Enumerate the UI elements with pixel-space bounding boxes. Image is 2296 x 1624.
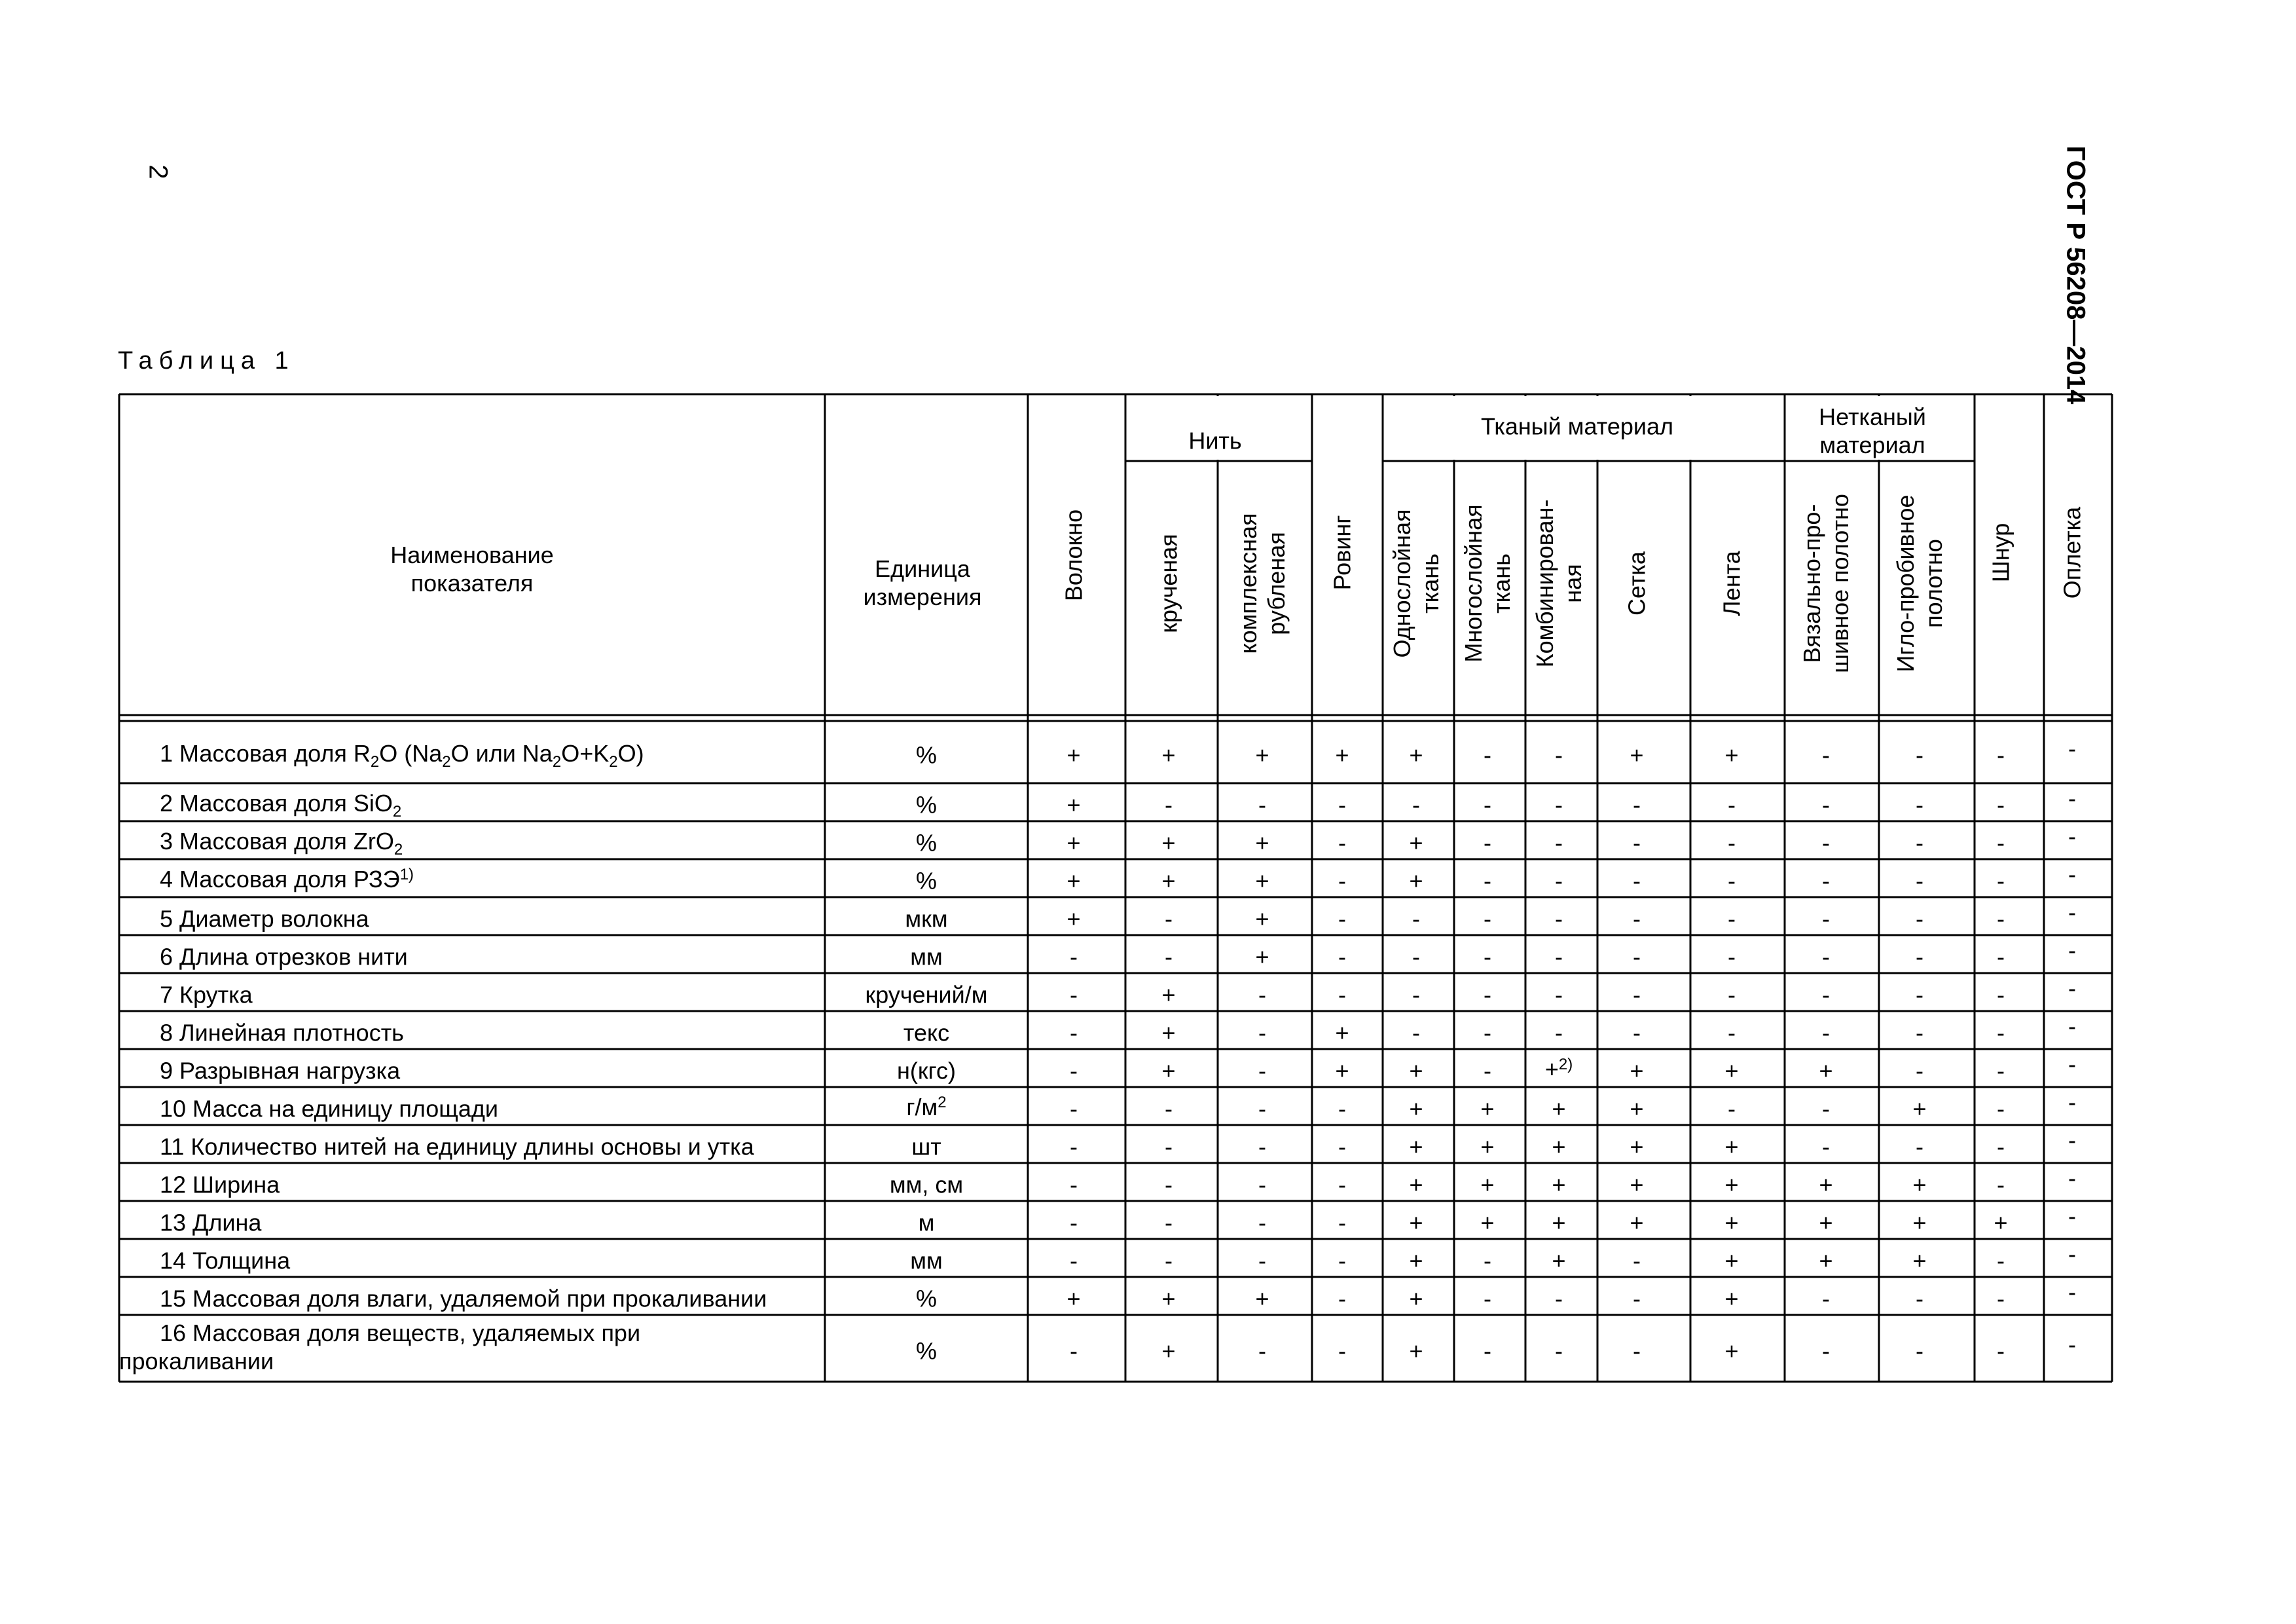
value-cell: - [1822, 1133, 1830, 1160]
value-cell: - [1412, 905, 1420, 932]
row-unit: % [915, 829, 938, 857]
value-cell: - [1997, 829, 2005, 857]
row-name: 11 Количество нитей на единицу длины основы и утка [160, 1133, 754, 1160]
value-cell: - [1997, 1285, 2005, 1312]
value-cell: - [1728, 791, 1736, 819]
value-cell: + [1409, 1247, 1423, 1274]
value-cell: + [1161, 1057, 1176, 1084]
value-cell: - [1916, 905, 1923, 932]
value-cell: - [1484, 1247, 1491, 1274]
value-cell: - [1997, 943, 2005, 970]
header-woven-group: Тканый материал [1480, 413, 1674, 440]
value-cell: - [1070, 981, 1078, 1008]
value-cell: + [1480, 1171, 1495, 1198]
value-cell: - [2068, 1202, 2076, 1230]
page-number: 2 [143, 164, 173, 179]
value-cell: + [1409, 867, 1423, 895]
row-name: 16 Массовая доля веществ, удаляемых при прокаливании [119, 1320, 641, 1375]
value-cell: + [1066, 905, 1081, 932]
value-cell: + [1066, 1285, 1081, 1312]
value-cell: + [1066, 791, 1081, 819]
value-cell: + [1630, 1133, 1644, 1160]
row-name: 15 Массовая доля влаги, удаляемой при прокаливании [160, 1285, 767, 1312]
document-code: ГОСТ Р 56208—2014 [2061, 145, 2090, 405]
value-cell: - [1484, 943, 1491, 970]
value-cell: - [1997, 1247, 2005, 1274]
value-cell: + [1630, 1095, 1644, 1122]
table-caption: Таблица 1 [118, 347, 295, 375]
value-cell: - [1165, 1095, 1173, 1122]
value-cell: - [1070, 1337, 1078, 1365]
value-cell: - [2068, 1278, 2076, 1306]
row-unit: % [915, 867, 938, 895]
value-cell: - [1412, 943, 1420, 970]
value-cell: - [1997, 1019, 2005, 1046]
value-cell: - [2068, 1088, 2076, 1116]
value-cell: - [1258, 1171, 1266, 1198]
value-cell: - [1728, 981, 1736, 1008]
row-name: 1 Массовая доля $R_2O$ ($Na_2O$ или $Na_2O+K_2O$) [160, 739, 644, 771]
value-cell: + [1724, 1209, 1739, 1236]
value-cell: - [1070, 1133, 1078, 1160]
value-cell: + [1912, 1171, 1927, 1198]
value-cell: - [1484, 1019, 1491, 1046]
value-cell: - [1338, 1209, 1346, 1236]
value-cell: - [1555, 829, 1563, 857]
row-name: 12 Ширина [160, 1171, 280, 1198]
value-cell: + [1912, 1247, 1927, 1274]
row-unit: % [915, 1285, 938, 1312]
header-multi-fabric: Многослойная ткань [1460, 504, 1515, 663]
value-cell: - [1997, 905, 2005, 932]
header-tape: Лента [1718, 551, 1745, 616]
value-cell: + [1630, 741, 1644, 768]
value-cell: + [1161, 867, 1176, 895]
value-cell: - [1822, 905, 1830, 932]
value-cell: - [2068, 1240, 2076, 1268]
header-roving: Ровинг [1328, 515, 1356, 591]
value-cell: - [1555, 1019, 1563, 1046]
value-cell: - [1916, 791, 1923, 819]
row-name: 2 Массовая доля SiO$_2$ [160, 790, 402, 821]
value-cell: - [1997, 1337, 2005, 1365]
value-cell: + [1161, 829, 1176, 857]
row-unit: мм [910, 1247, 943, 1274]
value-cell: - [1258, 1095, 1266, 1122]
value-cell: - [1484, 1285, 1491, 1312]
value-cell: - [1916, 1133, 1923, 1160]
value-cell: - [1165, 1247, 1173, 1274]
value-cell: - [1165, 905, 1173, 932]
value-cell: - [1484, 791, 1491, 819]
value-cell: - [1916, 1057, 1923, 1084]
value-cell: - [1822, 791, 1830, 819]
value-cell: - [1555, 981, 1563, 1008]
value-cell: + [1335, 741, 1349, 768]
value-cell: + [1409, 1171, 1423, 1198]
value-cell: - [1633, 981, 1641, 1008]
value-cell: + [1819, 1247, 1833, 1274]
value-cell: - [1633, 943, 1641, 970]
value-cell: + [1409, 829, 1423, 857]
value-cell: + [1255, 905, 1269, 932]
header-complex: комплексная рубленая [1235, 513, 1290, 654]
value-cell: + [1255, 741, 1269, 768]
value-cell: - [1338, 1095, 1346, 1122]
value-cell: + [1480, 1209, 1495, 1236]
value-cell: - [1338, 1133, 1346, 1160]
row-unit: текс [903, 1019, 950, 1046]
value-cell: - [1555, 943, 1563, 970]
value-cell: + [1335, 1057, 1349, 1084]
row-name: 9 Разрывная нагрузка [160, 1057, 401, 1084]
value-cell: + [1552, 1209, 1566, 1236]
value-cell: - [1633, 1285, 1641, 1312]
value-cell: - [1633, 867, 1641, 895]
value-cell: - [1633, 1247, 1641, 1274]
row-unit: % [915, 741, 938, 768]
row-unit: шт [911, 1133, 941, 1160]
value-cell: + [1335, 1019, 1349, 1046]
row-name: 7 Крутка [160, 981, 253, 1008]
value-cell: + [1912, 1209, 1927, 1236]
value-cell: - [1484, 867, 1491, 895]
value-cell: - [1258, 1209, 1266, 1236]
value-cell: - [1165, 791, 1173, 819]
value-cell: - [2068, 784, 2076, 812]
row-unit: % [915, 791, 938, 819]
value-cell: - [1822, 1019, 1830, 1046]
header-twisted: крученая [1155, 534, 1182, 633]
value-cell: - [1338, 1337, 1346, 1365]
value-cell: - [1555, 741, 1563, 768]
value-cell: + [1409, 1209, 1423, 1236]
value-cell: - [1916, 1285, 1923, 1312]
value-cell: - [1997, 741, 2005, 768]
value-cell: - [1633, 791, 1641, 819]
row-name: 14 Толщина [160, 1247, 291, 1274]
value-cell: - [1997, 981, 2005, 1008]
value-cell: - [1916, 1019, 1923, 1046]
value-cell: - [1822, 741, 1830, 768]
row-name: 3 Массовая доля ZrO$_2$ [160, 828, 403, 858]
value-cell: - [1070, 1057, 1078, 1084]
row-name: 13 Длина [160, 1209, 262, 1236]
value-cell: - [1916, 867, 1923, 895]
value-cell: - [1165, 1209, 1173, 1236]
value-cell: - [1484, 1057, 1491, 1084]
header-nonwoven-group: Нетканый материал [1819, 403, 1926, 458]
value-cell: - [1728, 943, 1736, 970]
value-cell: - [1916, 981, 1923, 1008]
value-cell: - [2068, 974, 2076, 1002]
value-cell: - [1070, 1095, 1078, 1122]
value-cell: + [1552, 1095, 1566, 1122]
value-cell: + [1066, 867, 1081, 895]
value-cell: - [1338, 791, 1346, 819]
value-cell: - [1822, 829, 1830, 857]
value-cell: - [1997, 791, 2005, 819]
row-name: 8 Линейная плотность [160, 1019, 404, 1046]
value-cell: + [1409, 1285, 1423, 1312]
value-cell: - [1484, 981, 1491, 1008]
value-cell: - [1412, 1019, 1420, 1046]
value-cell: + [1724, 1133, 1739, 1160]
value-cell: + [1480, 1133, 1495, 1160]
value-cell: - [1822, 1095, 1830, 1122]
value-cell: + [1630, 1171, 1644, 1198]
row-unit: кручений/м [865, 981, 988, 1008]
value-cell: - [1997, 867, 2005, 895]
value-cell: + [1409, 741, 1423, 768]
value-cell: - [1165, 1133, 1173, 1160]
value-cell: - [2068, 936, 2076, 964]
value-cell: + [1552, 1133, 1566, 1160]
value-cell: + [1552, 1171, 1566, 1198]
header-single-fabric: Однослойная ткань [1389, 509, 1444, 658]
value-cell: + [1161, 741, 1176, 768]
value-cell: - [1484, 1337, 1491, 1365]
value-cell: - [1916, 1337, 1923, 1365]
value-cell: + [1630, 1209, 1644, 1236]
value-cell: - [1484, 905, 1491, 932]
value-cell: + [1724, 1057, 1739, 1084]
value-cell: - [1728, 1095, 1736, 1122]
value-cell: + [1161, 981, 1176, 1008]
row-name: 5 Диаметр волокна [160, 905, 369, 932]
header-needle-punched: Игло-пробивное полотно [1892, 494, 1947, 673]
header-fiber: Волокно [1060, 509, 1087, 602]
value-cell: - [1258, 981, 1266, 1008]
value-cell: - [1258, 1133, 1266, 1160]
value-cell: - [1633, 905, 1641, 932]
value-cell: - [1258, 791, 1266, 819]
value-cell: + [1724, 1285, 1739, 1312]
value-cell: - [2068, 735, 2076, 762]
header-unit: Единица измерения [863, 555, 982, 610]
value-cell: - [1070, 1209, 1078, 1236]
value-cell: + [1161, 1019, 1176, 1046]
value-cell: + [1480, 1095, 1495, 1122]
value-cell: + [1066, 829, 1081, 857]
value-cell: - [1258, 1057, 1266, 1084]
value-cell: - [1165, 1171, 1173, 1198]
value-cell: - [1070, 1019, 1078, 1046]
value-cell: - [2068, 898, 2076, 926]
value-cell: - [1070, 1171, 1078, 1198]
value-cell: - [2068, 1050, 2076, 1078]
value-cell: - [1728, 905, 1736, 932]
value-cell: - [1728, 1019, 1736, 1046]
value-cell: + [1630, 1057, 1644, 1084]
header-combined: Комбинирован- ная [1531, 499, 1586, 668]
value-cell: - [2068, 1164, 2076, 1192]
header-mesh: Сетка [1623, 551, 1650, 616]
row-name: 6 Длина отрезков нити [160, 943, 408, 970]
value-cell: - [1728, 867, 1736, 895]
value-cell: - [1555, 1337, 1563, 1365]
row-unit: н(кгс) [897, 1057, 956, 1084]
header-thread-group: Нить [1188, 427, 1242, 454]
value-cell: - [1338, 1171, 1346, 1198]
value-cell: - [1258, 1337, 1266, 1365]
row-unit: мкм [905, 905, 948, 932]
value-cell: - [1338, 829, 1346, 857]
value-cell: + [1255, 829, 1269, 857]
value-cell: - [2068, 822, 2076, 850]
value-cell: - [1555, 1285, 1563, 1312]
value-cell: + [1161, 1285, 1176, 1312]
value-cell: - [1916, 741, 1923, 768]
value-cell: + [1724, 741, 1739, 768]
value-cell: - [1633, 1337, 1641, 1365]
row-unit: мм, см [889, 1171, 964, 1198]
value-cell: - [1338, 981, 1346, 1008]
header-cord: Шнур [1987, 523, 2014, 583]
value-cell: - [2068, 1126, 2076, 1154]
value-cell: + [1724, 1337, 1739, 1365]
value-cell: - [1633, 829, 1641, 857]
value-cell: - [1822, 981, 1830, 1008]
value-cell: + [1819, 1209, 1833, 1236]
header-name: Наименование показателя [390, 542, 554, 597]
value-cell: - [1258, 1247, 1266, 1274]
value-cell: - [1338, 905, 1346, 932]
row-unit: мм [910, 943, 943, 970]
value-cell: + [1724, 1171, 1739, 1198]
value-cell: - [1338, 943, 1346, 970]
value-cell: + [1819, 1057, 1833, 1084]
value-cell: - [1555, 867, 1563, 895]
value-cell: - [1728, 829, 1736, 857]
row-name: 4 Массовая доля РЗЭ$^{1)}$ [160, 866, 414, 893]
header-knit-stitched: Вязально-про- шивное полотно [1798, 494, 1853, 673]
value-cell: - [1916, 943, 1923, 970]
value-cell: - [1338, 1247, 1346, 1274]
row-unit: $г/м^2$ [906, 1094, 947, 1120]
value-cell: - [1070, 943, 1078, 970]
value-cell: + [1255, 867, 1269, 895]
value-cell: - [1997, 1171, 2005, 1198]
value-cell: - [2068, 1331, 2076, 1358]
value-cell: - [1484, 741, 1491, 768]
value-cell: + [1161, 1337, 1176, 1365]
value-cell: - [2068, 1012, 2076, 1040]
value-cell: - [1916, 829, 1923, 857]
value-cell: + [1409, 1095, 1423, 1122]
value-cell: - [1997, 1095, 2005, 1122]
value-cell: + [1819, 1171, 1833, 1198]
value-cell: + [1552, 1247, 1566, 1274]
value-cell: + [1066, 741, 1081, 768]
value-cell: - [1822, 1337, 1830, 1365]
value-cell: - [1555, 791, 1563, 819]
value-cell: - [1484, 829, 1491, 857]
value-cell: - [1258, 1019, 1266, 1046]
value-cell: + [1724, 1247, 1739, 1274]
value-cell: - [1412, 791, 1420, 819]
value-cell: +$^{2)}$ [1544, 1056, 1573, 1082]
value-cell: - [1822, 943, 1830, 970]
value-cell: + [1994, 1209, 2008, 1236]
value-cell: - [1338, 867, 1346, 895]
row-unit: % [915, 1337, 938, 1365]
value-cell: + [1409, 1337, 1423, 1365]
header-braid: Оплетка [2058, 506, 2086, 599]
row-unit: м [918, 1209, 935, 1236]
value-cell: - [1822, 1285, 1830, 1312]
value-cell: - [1822, 867, 1830, 895]
value-cell: - [2068, 860, 2076, 888]
value-cell: - [1070, 1247, 1078, 1274]
value-cell: + [1255, 1285, 1269, 1312]
value-cell: - [1997, 1133, 2005, 1160]
value-cell: + [1409, 1133, 1423, 1160]
value-cell: - [1555, 905, 1563, 932]
value-cell: - [1633, 1019, 1641, 1046]
value-cell: - [1165, 943, 1173, 970]
value-cell: - [1997, 1057, 2005, 1084]
value-cell: + [1409, 1057, 1423, 1084]
value-cell: - [1412, 981, 1420, 1008]
row-name: 10 Масса на единицу площади [160, 1095, 499, 1122]
value-cell: + [1255, 943, 1269, 970]
value-cell: - [1338, 1285, 1346, 1312]
value-cell: + [1912, 1095, 1927, 1122]
